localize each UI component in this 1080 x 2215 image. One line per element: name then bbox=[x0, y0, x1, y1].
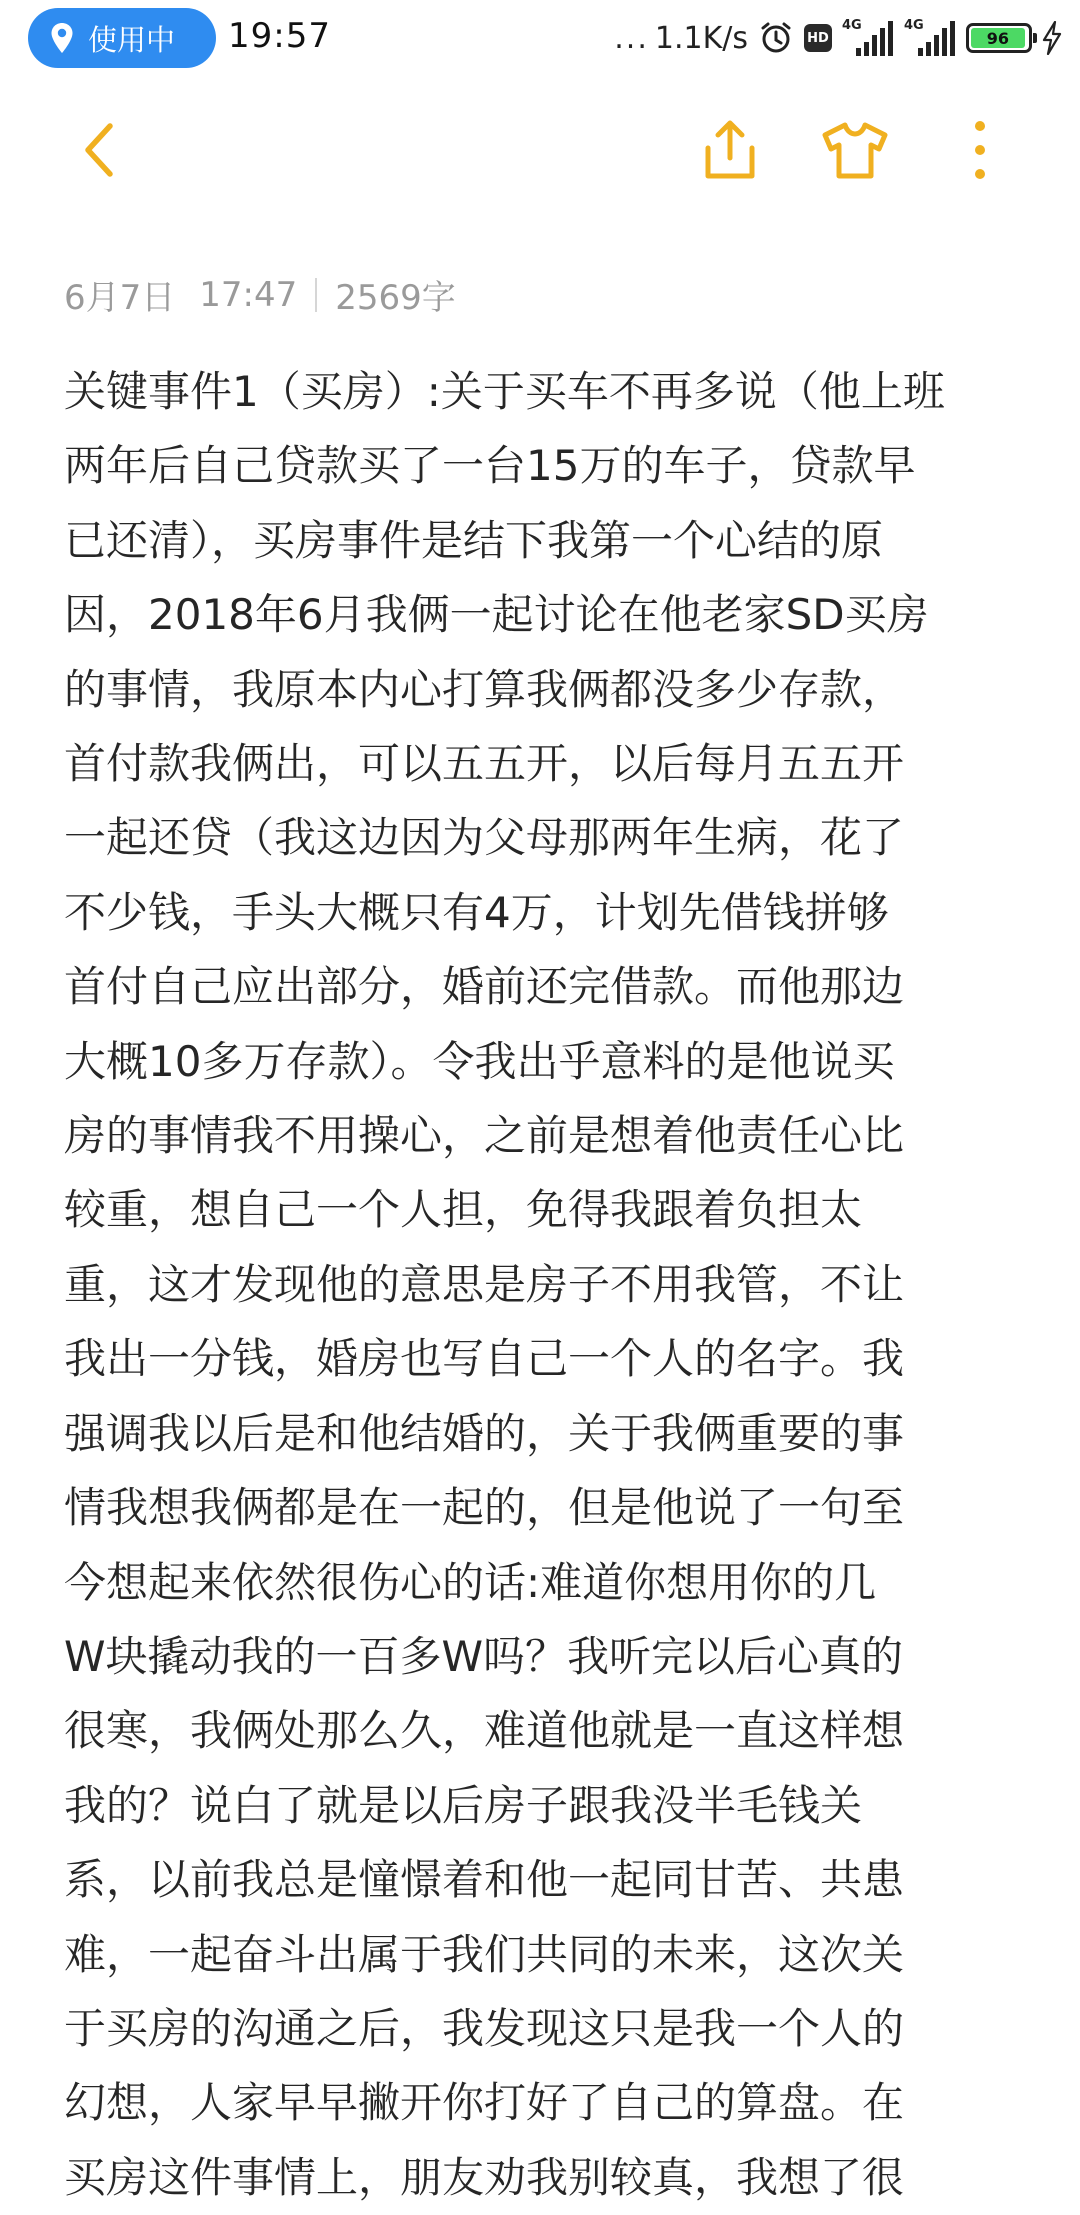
status-indicators bbox=[604, 14, 1062, 62]
status-bar bbox=[0, 0, 1080, 80]
note-text-line: 我出一分钱，婚房也写自己一个人的名字。我 bbox=[64, 1334, 905, 1384]
note-text-line: 重，这才发现他的意思是房子不用我管，不让 bbox=[64, 1259, 905, 1309]
share-button[interactable] bbox=[690, 110, 770, 190]
note-text-line: 于买房的沟通之后，我发现这只是我一个人的 bbox=[64, 2003, 905, 2053]
signal-strength-sim1-icon bbox=[842, 18, 894, 58]
more-vertical-icon bbox=[972, 118, 988, 182]
note-date: 6月7日 bbox=[64, 278, 176, 318]
tshirt-icon bbox=[819, 120, 891, 180]
location-pin-icon bbox=[50, 22, 74, 54]
back-button[interactable] bbox=[60, 110, 140, 190]
chevron-left-icon bbox=[78, 120, 122, 180]
note-text-line: 的事情，我原本内心打算我俩都没多少存款， bbox=[64, 664, 905, 714]
signal-sim2-network-label: 4G bbox=[904, 18, 924, 33]
location-in-use-pill[interactable] bbox=[28, 8, 216, 68]
theme-skin-button[interactable] bbox=[815, 110, 895, 190]
note-text-line: 关键事件1（买房）:关于买车不再多说（他上班 bbox=[64, 367, 945, 416]
note-text-line: 一起还贷（我这边因为父母那两年生病，花了 bbox=[64, 813, 905, 863]
battery-icon bbox=[966, 23, 1032, 53]
note-text-line: 情我想我俩都是在一起的，但是他说了一句至 bbox=[64, 1483, 905, 1533]
status-time: 19:57 bbox=[228, 16, 331, 56]
more-options-button[interactable] bbox=[940, 110, 1020, 190]
note-text-line: 幻想，人家早早撇开你打好了自己的算盘。在 bbox=[64, 2078, 905, 2128]
note-text-line: 系，以前我总是憧憬着和他一起同甘苦、共患 bbox=[64, 1855, 905, 1905]
note-text-line: 已还清），买房事件是结下我第一个心结的原 bbox=[64, 515, 884, 565]
note-text-line: 不少钱，手头大概只有4万，计划先借钱拼够 bbox=[64, 887, 889, 937]
note-text-line: 今想起来依然很伤心的话:难道你想用你的几 bbox=[64, 1557, 877, 1607]
alarm-clock-icon bbox=[758, 20, 794, 56]
note-text-line: 很寒，我俩处那么久，难道他就是一直这样想 bbox=[64, 1706, 905, 1756]
note-text-line: 强调我以后是和他结婚的，关于我俩重要的事 bbox=[64, 1408, 905, 1458]
note-text-line: 两年后自己贷款买了一台15万的车子，贷款早 bbox=[64, 441, 916, 491]
meta-divider bbox=[315, 278, 317, 312]
note-text-line: 首付款我俩出，可以五五开，以后每月五五开 bbox=[64, 739, 905, 789]
note-text-line: W块撬动我的一百多W吗？我听完以后心真的 bbox=[64, 1631, 904, 1681]
more-dots-icon: ... bbox=[614, 20, 649, 56]
location-in-use-label: 使用中 bbox=[88, 22, 176, 57]
network-speed: 1.1K/s bbox=[654, 20, 748, 56]
note-text-line: 房的事情我不用操心，之前是想着他责任心比 bbox=[64, 1111, 905, 1161]
note-text-line: 首付自己应出部分，婚前还完借款。而他那边 bbox=[64, 962, 905, 1012]
note-text-line: 买房这件事情上，朋友劝我别较真，我想了很 bbox=[64, 2152, 905, 2202]
share-icon bbox=[700, 118, 760, 182]
note-text-line: 大概10多万存款）。令我出乎意料的是他说买 bbox=[64, 1036, 895, 1086]
note-text-line: 较重，想自己一个人担，免得我跟着负担太 bbox=[64, 1185, 863, 1235]
note-text-line: 难，一起奋斗出属于我们共同的未来，这次关 bbox=[64, 1929, 905, 1979]
note-word-count: 2569字 bbox=[335, 278, 456, 318]
note-text-line: 我的？说白了就是以后房子跟我没半毛钱关 bbox=[64, 1780, 863, 1830]
note-body-text[interactable] bbox=[64, 355, 1004, 2215]
note-time: 17:47 bbox=[199, 274, 298, 315]
signal-sim1-network-label: 4G bbox=[842, 18, 862, 33]
note-toolbar bbox=[0, 90, 1080, 210]
charging-bolt-icon bbox=[1042, 21, 1062, 55]
note-text-line: 因，2018年6月我俩一起讨论在他老家SD买房 bbox=[64, 590, 929, 640]
signal-strength-sim2-icon bbox=[904, 18, 956, 58]
note-meta bbox=[64, 270, 456, 319]
battery-level: 96 bbox=[971, 28, 1025, 48]
hd-voice-icon: HD bbox=[804, 24, 832, 52]
